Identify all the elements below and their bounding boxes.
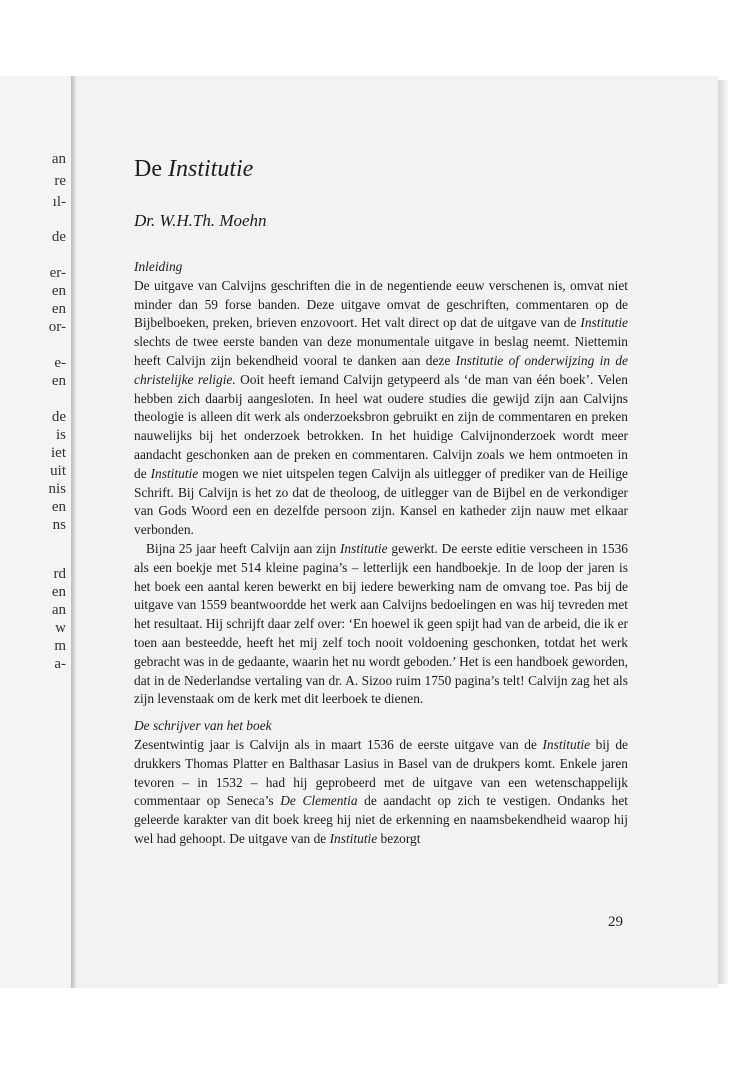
book-page xyxy=(76,76,718,988)
previous-page-fragment: is xyxy=(55,427,66,443)
italic-run: Institutie xyxy=(542,736,591,752)
previous-page-fragment: rd xyxy=(53,566,66,582)
previous-page-fragment: de xyxy=(51,409,66,425)
text-run: slechts de twee eerste banden van deze monumentale uitgave in beslag neemt. Niettemin heeft Calvijn zijn bekendheid vooral te danken aan deze xyxy=(134,334,628,368)
text-run: Zesentwintig jaar is Calvijn als in maart 1536 de eerste uitgave van de xyxy=(134,736,543,752)
previous-page-fragment: or- xyxy=(48,319,66,335)
previous-page-fragment: w xyxy=(55,620,66,636)
text-run: Ooit heeft iemand Calvijn getypeerd als ‘de man van één boek’. Velen hebben zich daarbij aangesloten. In heel wat oudere studies die gewijd zijn aan Calvijns theologie is alleen dit werk als onderzoeksbron gebruikt en zijn de commentaren en preken nauwelijks bij het onderzoek betrokken. In het huidige Calvijnonderzoek wordt meer aandacht geschonken aan de preken en commentaren. Calvijn zoals we hem ontmoeten in de xyxy=(134,371,628,481)
previous-page-fragment: en xyxy=(51,301,66,317)
text-run: de aandacht op zich te vestigen. Ondanks het geleerde karakter van dit boek kreeg hij niet de erkenning en naamsbekendheid waarop hij wel had gehoopt. De uitgave van de xyxy=(134,793,628,846)
previous-page-fragment: er- xyxy=(49,265,66,281)
italic-run: De Clementia xyxy=(280,793,358,809)
previous-page-fragment: uit xyxy=(50,463,66,479)
previous-page-fragment: ıl- xyxy=(52,194,66,210)
page-number: 29 xyxy=(608,914,623,930)
italic-run: Institutie of onderwijzing in de christelijke religie. xyxy=(134,352,628,387)
text-run: gewerkt. De eerste editie verscheen in 1536 als een boekje met 514 kleine pagina’s – letterlijk een handboekje. In de loop der jaren is het boek een aantal keren bewerkt en bij iedere bewerking nam de omvang toe. Pas bij de uitgave van 1559 beantwoordde het werk aan Calvijns bedoelingen en was hij tevreden met het resultaat. Hij schrijft daar zelf over: ‘En hoewel ik geen spijt had van de arbeid, die ik er toen aan besteedde, heeft het mij zelf toch nooit voldoening geschonken, totdat het werk gebracht was in de gedaante, waarin het nu wordt geboden.’ Het is een handboek geworden, dat in de Nederlandse vertaling van dr. A. Sizoo ruim 1750 pagina’s telt! Calvijn zag het als zijn levenstaak om de kerk met dit leerboek te dienen. xyxy=(134,540,628,707)
previous-page-fragment: re xyxy=(54,173,66,189)
page-content xyxy=(134,154,628,849)
previous-page-fragment: de xyxy=(51,229,66,245)
title-prefix: De xyxy=(134,156,162,182)
text-run: mogen we niet uitspelen tegen Calvijn als uitlegger of prediker van de Heilige Schrift. Bij Calvijn is het zo dat de theoloog, de uitlegger van de Bijbel en de verkondiger van Gods Woord een en dezelfde persoon zijn. Kansel en katheder zijn nauw met elkaar verbonden. xyxy=(134,465,628,538)
text-run: Bijna 25 jaar heeft Calvijn aan zijn xyxy=(146,540,340,556)
previous-page-fragment: nis xyxy=(48,481,66,497)
previous-page-fragment: e- xyxy=(54,355,66,371)
previous-page-fragment: en xyxy=(51,584,66,600)
italic-run: Institutie xyxy=(150,465,199,481)
paragraph xyxy=(134,540,628,709)
title-italic: Institutie xyxy=(167,156,254,182)
previous-page-fragment: ns xyxy=(52,517,66,533)
previous-page-text-fragments xyxy=(0,0,70,1068)
paragraph xyxy=(134,736,628,849)
previous-page-fragment: an xyxy=(51,151,66,167)
paragraph xyxy=(134,277,628,540)
italic-run: Institutie xyxy=(339,540,388,556)
previous-page-fragment: m xyxy=(54,638,66,654)
previous-page-fragment: en xyxy=(51,373,66,389)
text-run: De uitgave van Calvijns geschriften die in de negentiende eeuw verschenen is, omvat niet minder dan 59 forse banden. Deze uitgave omvat de geschriften, commentaren op de Bijbelboeken, preken, brieven enzovoort. Het valt direct op dat de uitgave van de xyxy=(134,277,628,331)
previous-page-fragment: a- xyxy=(54,656,66,672)
italic-run: Institutie xyxy=(329,830,378,846)
previous-page-fragment: an xyxy=(51,602,66,618)
previous-page-fragment: iet xyxy=(51,445,66,461)
section-heading-schrijver: De schrijver van het boek xyxy=(134,718,272,734)
italic-run: Institutie xyxy=(580,315,628,331)
section-heading-inleiding: Inleiding xyxy=(134,259,183,274)
article-author: Dr. W.H.Th. Moehn xyxy=(134,211,267,230)
article-title xyxy=(134,154,628,184)
previous-page-fragment: en xyxy=(51,283,66,299)
text-run: bezorgt xyxy=(377,830,421,846)
page-edge-shadow xyxy=(718,80,728,984)
text-run: bij de drukkers Thomas Platter en Balthasar Lasius in Basel van de drukpers komt. Enkele jaren tevoren – in 1532 – had hij geprobeerd met de uitgave van een wetenschappelijk commentaar op Seneca’s xyxy=(134,736,628,809)
previous-page-fragment: en xyxy=(51,499,66,515)
